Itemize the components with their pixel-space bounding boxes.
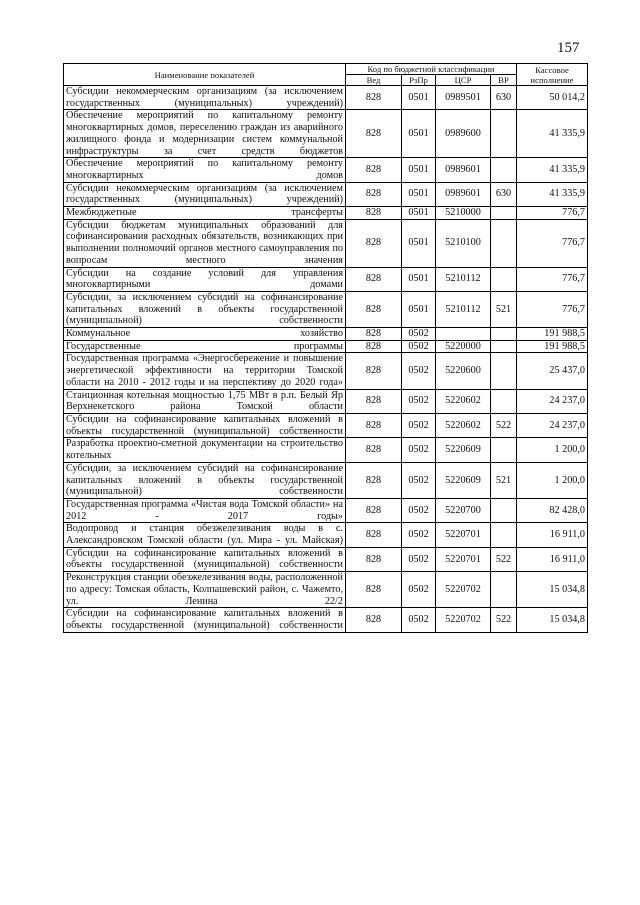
table-body	[64, 86, 588, 633]
row-name: Коммунальное хозяйство	[64, 328, 346, 341]
row-vr	[491, 438, 517, 462]
row-name: Субсидии на софинансирование капитальных вложений в объекты государственной (муниципальной) собственности	[64, 608, 346, 632]
row-ved: 828	[346, 291, 402, 327]
row-ved: 828	[346, 608, 402, 632]
row-rzpr: 0501	[402, 219, 436, 267]
row-name: Субсидии бюджетам муниципальных образований для софинансирования расходных обязательств, возникающих при выполнении полномочий органов местного самоуправления по вопросам местного значения	[64, 219, 346, 267]
row-rzpr: 0501	[402, 110, 436, 158]
row-ved: 828	[346, 498, 402, 522]
row-ved: 828	[346, 219, 402, 267]
row-name: Обеспечение мероприятий по капитальному ремонту многоквартирных домов	[64, 158, 346, 182]
row-csr: 5210112	[436, 267, 491, 291]
row-vr: 521	[491, 462, 517, 498]
header-name: Наименование показателей	[64, 64, 346, 86]
table-row	[64, 219, 588, 267]
row-amount: 1 200,0	[517, 438, 588, 462]
row-csr: 5220700	[436, 498, 491, 522]
header-code-group: Код по бюджетной классификации	[346, 64, 517, 75]
table-row	[64, 328, 588, 341]
row-ved: 828	[346, 110, 402, 158]
row-csr: 5220609	[436, 438, 491, 462]
row-name: Субсидии некоммерческим организациям (за исключением государственных (муниципальных) учреждений)	[64, 86, 346, 110]
row-name: Разработка проектно-сметной документации на строительство котельных	[64, 438, 346, 462]
row-vr	[491, 328, 517, 341]
row-amount: 776,7	[517, 267, 588, 291]
row-csr	[436, 328, 491, 341]
row-ved: 828	[346, 340, 402, 353]
row-vr: 630	[491, 86, 517, 110]
row-rzpr: 0501	[402, 291, 436, 327]
row-name: Субсидии на софинансирование капитальных вложений в объекты государственной (муниципальной) собственности	[64, 413, 346, 437]
row-amount: 1 200,0	[517, 462, 588, 498]
row-csr: 5210000	[436, 207, 491, 220]
table-row	[64, 438, 588, 462]
row-csr: 5220602	[436, 389, 491, 413]
row-csr: 5220000	[436, 340, 491, 353]
table-row	[64, 498, 588, 522]
row-name: Станционная котельная мощностью 1,75 МВт в р.п. Белый Яр Верхнекетского района Томской области	[64, 389, 346, 413]
row-ved: 828	[346, 328, 402, 341]
table-row	[64, 207, 588, 220]
table-row	[64, 353, 588, 389]
budget-table	[63, 63, 588, 633]
row-vr: 522	[491, 608, 517, 632]
row-rzpr: 0502	[402, 328, 436, 341]
row-amount: 776,7	[517, 291, 588, 327]
row-amount: 25 437,0	[517, 353, 588, 389]
row-vr	[491, 158, 517, 182]
row-name: Субсидии, за исключением субсидий на софинансирование капитальных вложений в объекты государственной (муниципальной) собственности	[64, 291, 346, 327]
row-name: Субсидии на софинансирование капитальных вложений в объекты государственной (муниципальной) собственности	[64, 547, 346, 571]
row-ved: 828	[346, 207, 402, 220]
row-name: Субсидии некоммерческим организациям (за исключением государственных (муниципальных) учреждений)	[64, 182, 346, 206]
table-row	[64, 413, 588, 437]
row-csr: 5210100	[436, 219, 491, 267]
row-csr: 0989600	[436, 110, 491, 158]
row-amount: 16 911,0	[517, 547, 588, 571]
row-csr: 0989601	[436, 158, 491, 182]
table-row	[64, 389, 588, 413]
row-rzpr: 0502	[402, 572, 436, 608]
row-amount: 24 237,0	[517, 389, 588, 413]
row-name: Водопровод и станция обезжелезивания воды в с. Александровском Томской области (ул. Мира - ул. Майская)	[64, 523, 346, 547]
row-vr: 630	[491, 182, 517, 206]
row-amount: 41 335,9	[517, 182, 588, 206]
row-rzpr: 0502	[402, 340, 436, 353]
row-name: Межбюджетные трансферты	[64, 207, 346, 220]
row-amount: 50 014,2	[517, 86, 588, 110]
row-ved: 828	[346, 389, 402, 413]
table-header	[64, 64, 588, 86]
row-csr: 0989501	[436, 86, 491, 110]
row-csr: 5220609	[436, 462, 491, 498]
row-ved: 828	[346, 353, 402, 389]
row-rzpr: 0502	[402, 498, 436, 522]
row-ved: 828	[346, 267, 402, 291]
row-name: Государственные программы	[64, 340, 346, 353]
table-row	[64, 110, 588, 158]
row-csr: 5220702	[436, 608, 491, 632]
row-amount: 776,7	[517, 207, 588, 220]
row-csr: 5210112	[436, 291, 491, 327]
row-name: Государственная программа «Чистая вода Томской области» на 2012 - 2017 годы»	[64, 498, 346, 522]
header-ved: Вед	[346, 75, 402, 86]
row-rzpr: 0501	[402, 207, 436, 220]
row-ved: 828	[346, 158, 402, 182]
row-csr: 5220602	[436, 413, 491, 437]
row-ved: 828	[346, 438, 402, 462]
row-vr	[491, 498, 517, 522]
row-amount: 82 428,0	[517, 498, 588, 522]
row-rzpr: 0502	[402, 547, 436, 571]
table-row	[64, 608, 588, 632]
row-vr	[491, 207, 517, 220]
table-row	[64, 182, 588, 206]
row-vr	[491, 267, 517, 291]
row-vr	[491, 110, 517, 158]
row-vr	[491, 353, 517, 389]
row-rzpr: 0502	[402, 389, 436, 413]
row-rzpr: 0501	[402, 158, 436, 182]
row-vr: 522	[491, 413, 517, 437]
header-amount: Кассовое исполнение	[517, 64, 588, 86]
row-amount: 776,7	[517, 219, 588, 267]
header-rzpr: РзПр	[402, 75, 436, 86]
row-vr: 521	[491, 291, 517, 327]
row-ved: 828	[346, 182, 402, 206]
table-row	[64, 340, 588, 353]
row-csr: 5220701	[436, 523, 491, 547]
row-rzpr: 0502	[402, 413, 436, 437]
row-rzpr: 0501	[402, 182, 436, 206]
row-csr: 5220702	[436, 572, 491, 608]
row-amount: 24 237,0	[517, 413, 588, 437]
table-row	[64, 158, 588, 182]
row-amount: 16 911,0	[517, 523, 588, 547]
row-name: Государственная программа «Энергосбережение и повышение энергетической эффективности на территории Томской области на 2010 - 2012 годы и на перспективу до 2020 года»	[64, 353, 346, 389]
row-amount: 41 335,9	[517, 110, 588, 158]
table-row	[64, 572, 588, 608]
row-amount: 191 988,5	[517, 340, 588, 353]
row-ved: 828	[346, 547, 402, 571]
row-rzpr: 0501	[402, 267, 436, 291]
row-amount: 41 335,9	[517, 158, 588, 182]
row-rzpr: 0502	[402, 438, 436, 462]
row-rzpr: 0502	[402, 608, 436, 632]
table-row	[64, 267, 588, 291]
row-rzpr: 0501	[402, 86, 436, 110]
row-rzpr: 0502	[402, 523, 436, 547]
row-vr	[491, 523, 517, 547]
table-row	[64, 462, 588, 498]
row-amount: 191 988,5	[517, 328, 588, 341]
row-rzpr: 0502	[402, 353, 436, 389]
row-vr: 522	[491, 547, 517, 571]
row-vr	[491, 340, 517, 353]
table-row	[64, 291, 588, 327]
header-csr: ЦСР	[436, 75, 491, 86]
row-vr	[491, 572, 517, 608]
page-number: 157	[557, 40, 580, 56]
row-name: Субсидии на создание условий для управления многоквартирными домами	[64, 267, 346, 291]
row-amount: 15 034,8	[517, 572, 588, 608]
row-ved: 828	[346, 462, 402, 498]
row-ved: 828	[346, 523, 402, 547]
row-amount: 15 034,8	[517, 608, 588, 632]
row-name: Обеспечение мероприятий по капитальному ремонту многоквартирных домов, переселению граждан из аварийного жилищного фонда и модернизации систем коммунальной инфраструктуры за счет средств бюджетов	[64, 110, 346, 158]
table-row	[64, 86, 588, 110]
row-csr: 5220701	[436, 547, 491, 571]
row-vr	[491, 389, 517, 413]
table-row	[64, 523, 588, 547]
row-csr: 5220600	[436, 353, 491, 389]
row-csr: 0989601	[436, 182, 491, 206]
row-ved: 828	[346, 86, 402, 110]
row-ved: 828	[346, 413, 402, 437]
table-row	[64, 547, 588, 571]
row-name: Реконструкция станции обезжелезивания воды, расположенной по адресу: Томская область, Колпашевский район, с. Чажемто, ул. Ленина 22/2	[64, 572, 346, 608]
row-name: Субсидии, за исключением субсидий на софинансирование капитальных вложений в объекты государственной (муниципальной) собственности	[64, 462, 346, 498]
row-vr	[491, 219, 517, 267]
header-vr: ВР	[491, 75, 517, 86]
row-rzpr: 0502	[402, 462, 436, 498]
row-ved: 828	[346, 572, 402, 608]
